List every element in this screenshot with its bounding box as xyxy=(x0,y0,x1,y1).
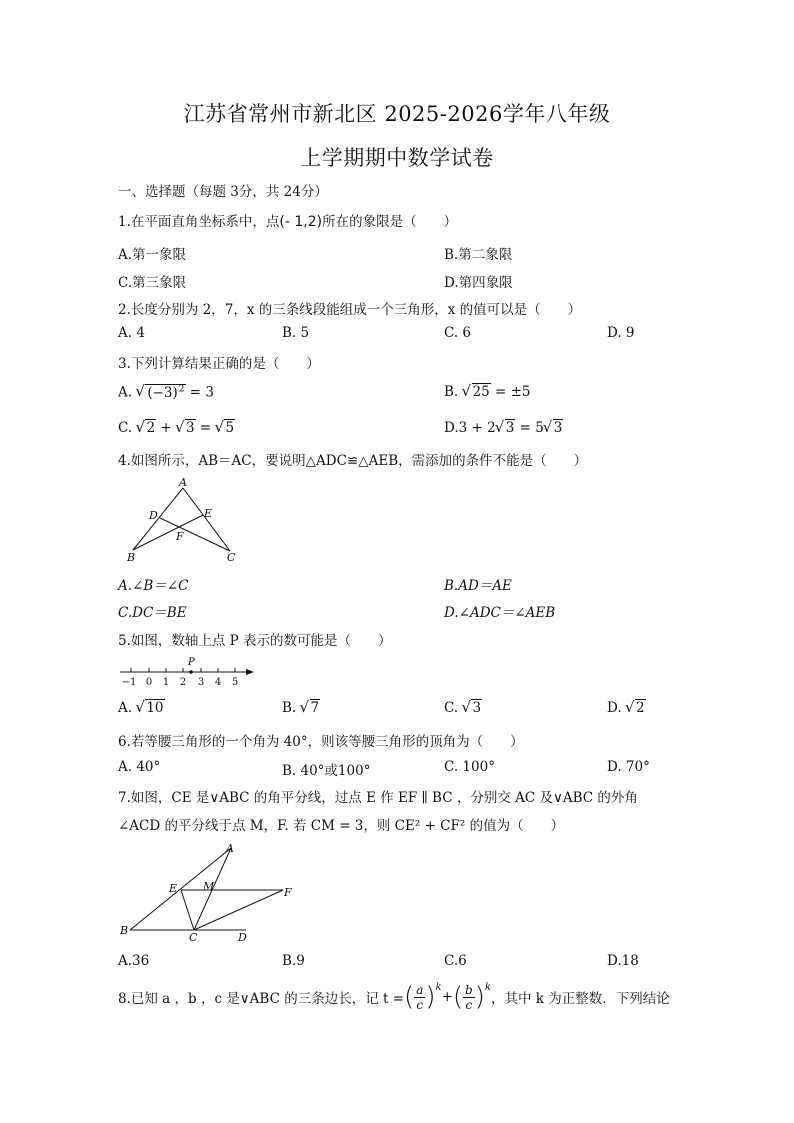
q4-option-d[interactable]: D.∠ADC＝∠AEB xyxy=(444,605,556,621)
sqrt-symbol xyxy=(462,700,482,716)
q3-option-a[interactable] xyxy=(118,384,214,401)
q8-fraction-2 xyxy=(463,983,475,1012)
q3-d-radicand-2: 3 xyxy=(553,420,563,436)
q5-tick-label: 3 xyxy=(197,677,205,688)
q4-label-c: C xyxy=(227,551,236,564)
q4-option-b[interactable]: B.AD＝AE xyxy=(444,578,512,594)
q3-c-radicand-3: 5 xyxy=(225,420,235,436)
q7-label-a: A xyxy=(226,842,234,855)
q3-a-label: A. xyxy=(118,384,133,401)
q5-number-line xyxy=(118,654,258,688)
q1-option-a[interactable]: A.第一象限 xyxy=(118,247,187,263)
q1-stem-part-a: 1.在平面直角坐标系中，点 xyxy=(118,214,280,230)
sqrt-symbol xyxy=(544,420,564,436)
sqrt-symbol xyxy=(626,700,646,716)
q5-a-label: A. xyxy=(118,700,133,716)
sqrt-symbol xyxy=(496,420,516,436)
sqrt-symbol xyxy=(176,420,196,436)
q3-d-prefix: 3 + 2 xyxy=(458,420,496,436)
q8-exponent-1: k xyxy=(435,982,442,993)
q8-exponent-2: k xyxy=(484,982,491,993)
q2-option-d[interactable]: D. 9 xyxy=(607,325,635,341)
right-paren: ) xyxy=(474,982,485,1012)
q8-frac1-numerator: a xyxy=(416,982,424,997)
arrow-icon xyxy=(246,669,254,675)
q4-label-b: B xyxy=(127,551,136,564)
q3-option-b[interactable] xyxy=(444,384,531,400)
q3-a-exponent: 2 xyxy=(178,384,185,394)
q4-option-c[interactable]: C.DC＝BE xyxy=(118,605,187,621)
q1-option-c[interactable]: C.第三象限 xyxy=(118,275,187,291)
q7-geometry-figure xyxy=(118,840,308,945)
q3-b-result: = ±5 xyxy=(490,384,531,400)
q4-label-a: A xyxy=(179,476,187,489)
sqrt-symbol xyxy=(136,420,156,436)
q3-c-radicand-1: 2 xyxy=(146,420,156,436)
question-4-stem: 4.如图所示，AB＝AC，要说明△ADC≌△AEB，需添加的条件不能是（ ） xyxy=(118,453,588,469)
q3-c-plus: + xyxy=(156,420,176,436)
q1-option-b[interactable]: B.第二象限 xyxy=(444,247,513,263)
q3-b-label: B. xyxy=(444,384,459,400)
sqrt-symbol xyxy=(463,384,491,400)
q5-a-radicand: 10 xyxy=(146,700,164,716)
q3-c-label: C. xyxy=(118,420,133,436)
q5-option-d[interactable] xyxy=(607,700,646,716)
q7-option-b[interactable]: B.9 xyxy=(282,953,305,969)
question-8-stem xyxy=(118,982,670,1012)
q4-label-d: D xyxy=(149,509,158,522)
left-paren: ( xyxy=(404,982,415,1012)
sqrt-symbol xyxy=(215,420,235,436)
q2-option-b[interactable]: B. 5 xyxy=(282,325,310,341)
q6-option-c[interactable]: C. 100° xyxy=(444,759,495,775)
q7-label-b: B xyxy=(120,924,129,937)
q3-option-d[interactable] xyxy=(444,420,563,436)
sqrt-symbol xyxy=(301,700,321,716)
q3-c-equals: = xyxy=(195,420,216,436)
question-7-stem-line1: 7.如图，CE 是∨ABC 的角平分线，过点 E 作 EF ∥ BC ，分别交 AC 及∨ABC 的外角 xyxy=(118,790,638,806)
q7-label-d: D xyxy=(238,931,247,944)
question-6-stem: 6.若等腰三角形的一个角为 40°，则该等腰三角形的顶角为（ ） xyxy=(118,734,524,750)
q4-label-f: F xyxy=(176,530,184,543)
q5-tick-label: 5 xyxy=(231,677,239,688)
q3-a-result: = 3 xyxy=(185,384,214,401)
question-7-stem-line2: ∠ACD 的平分线于点 M，F. 若 CM = 3，则 CE² + CF² 的值为（ ） xyxy=(118,818,565,834)
q8-stem-part-b: ，其中 k 为正整数．下列结论 xyxy=(490,991,670,1007)
q4-triangle-figure xyxy=(118,475,248,565)
exam-title-line2: 上学期期中数学试卷 xyxy=(300,146,494,170)
q5-tick-label: 0 xyxy=(145,677,153,688)
q1-point: (- 1,2) xyxy=(279,214,323,230)
q3-b-radicand: 25 xyxy=(472,384,490,400)
q7-option-a[interactable]: A.36 xyxy=(118,953,150,969)
q8-frac2-denominator: c xyxy=(465,997,473,1012)
q5-tick-label: 1 xyxy=(162,677,170,688)
q8-frac2-numerator: b xyxy=(465,982,473,997)
sqrt-symbol xyxy=(136,700,164,716)
q5-tick-label: 2 xyxy=(179,677,187,688)
q5-option-c[interactable] xyxy=(444,700,482,716)
question-5-stem: 5.如图，数轴上点 P 表示的数可能是（ ） xyxy=(118,633,392,649)
q4-option-a[interactable]: A.∠B＝∠C xyxy=(118,578,189,594)
q7-option-d[interactable]: D.18 xyxy=(607,953,639,969)
q5-tick-label: −1 xyxy=(121,677,137,688)
q8-stem-part-a: 8.已知 a ，b ，c 是∨ABC 的三条边长，记 t = xyxy=(118,991,405,1007)
q5-point-p-label: P xyxy=(188,657,195,668)
sqrt-symbol xyxy=(136,384,185,401)
q6-option-a[interactable]: A. 40° xyxy=(118,759,161,775)
q5-c-radicand: 3 xyxy=(472,700,482,716)
q2-option-a[interactable]: A. 4 xyxy=(118,325,145,341)
q8-frac1-denominator: c xyxy=(416,997,424,1012)
exam-title-line1: 江苏省常州市新北区 2025-2026学年八年级 xyxy=(183,102,611,126)
q5-tick-label: 4 xyxy=(214,677,222,688)
q7-label-c: C xyxy=(189,931,198,944)
q5-option-b[interactable] xyxy=(282,700,320,716)
q7-label-e: E xyxy=(169,882,178,895)
q5-b-radicand: 7 xyxy=(310,700,320,716)
q5-d-radicand: 2 xyxy=(635,700,645,716)
q3-d-equals: = 5 xyxy=(515,420,544,436)
q8-plus: + xyxy=(441,989,453,1005)
q8-fraction-1 xyxy=(414,983,425,1012)
q6-option-b[interactable]: B. 40°或100° xyxy=(282,763,371,779)
q1-option-d[interactable]: D.第四象限 xyxy=(444,275,513,291)
q3-d-label: D. xyxy=(444,420,459,436)
q4-label-e: E xyxy=(204,507,213,520)
q7-option-c[interactable]: C.6 xyxy=(444,953,467,969)
q5-d-label: D. xyxy=(607,700,622,716)
q5-option-a[interactable] xyxy=(118,700,165,716)
q1-stem-part-b: 所在的象限是（ ） xyxy=(322,214,458,230)
q7-label-m: M xyxy=(203,880,215,893)
q3-d-radicand-1: 3 xyxy=(505,420,515,436)
question-3-stem: 3.下列计算结果正确的是（ ） xyxy=(118,356,320,372)
q7-label-f: F xyxy=(284,886,292,899)
q6-option-d[interactable]: D. 70° xyxy=(607,759,650,775)
q3-c-radicand-2: 3 xyxy=(185,420,195,436)
section-heading: 一、选择题（每题 3分，共 24分） xyxy=(118,184,328,200)
q5-c-label: C. xyxy=(444,700,459,716)
q2-option-c[interactable]: C. 6 xyxy=(444,325,472,341)
q5-point-p-dot xyxy=(189,670,193,674)
right-paren: ) xyxy=(425,982,436,1012)
q5-b-label: B. xyxy=(282,700,297,716)
q3-option-c[interactable] xyxy=(118,420,235,436)
question-1-stem xyxy=(118,210,457,230)
question-2-stem: 2.长度分别为 2，7，x 的三条线段能组成一个三角形，x 的值可以是（ ） xyxy=(118,302,582,318)
left-paren: ( xyxy=(452,982,464,1012)
q3-a-radicand: (−3) xyxy=(147,384,178,401)
